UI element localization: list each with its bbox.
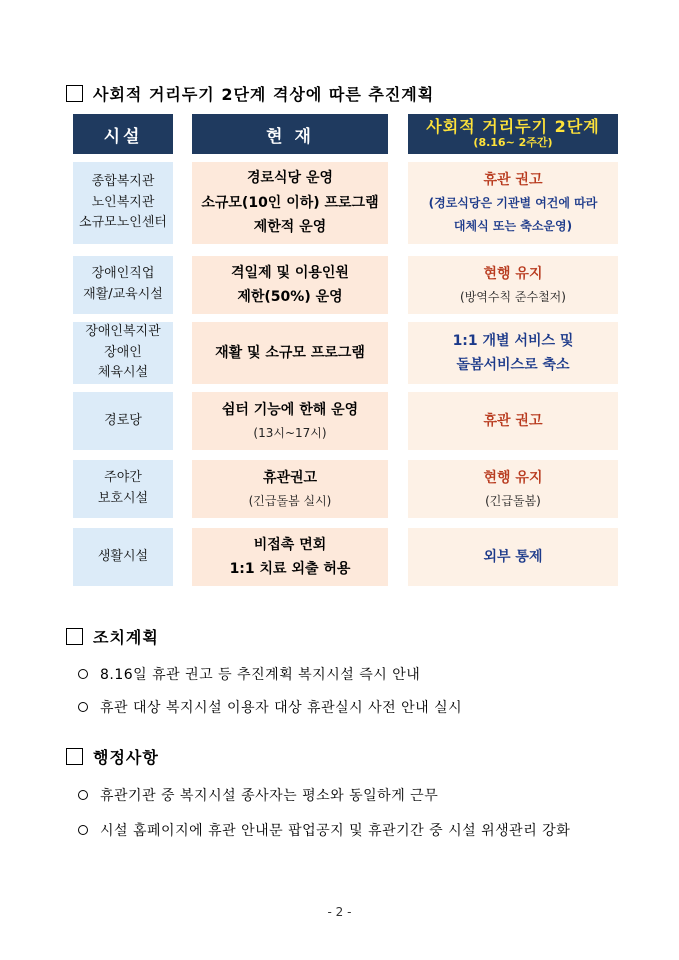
current-cell [192, 322, 388, 384]
admin-section-title: 행정사항 [93, 748, 159, 767]
stage2-cell [408, 528, 618, 586]
current-line: 제한적 운영 [253, 219, 327, 236]
stage2-note: (긴급돌봄) [485, 493, 541, 508]
stage2-note: 대체식 또는 축소운영) [453, 219, 573, 234]
stage2-note: (방역수칙 준수철저) [460, 289, 566, 304]
current-line: 재활 및 소규모 프로그램 [215, 344, 365, 361]
plan-section-title: 사회적 거리두기 2단계 격상에 따른 추진계획 [93, 85, 435, 104]
current-cell [192, 460, 388, 518]
checkbox-square-icon [66, 628, 83, 645]
facility-cell [73, 392, 173, 450]
current-line: 소규모(10인 이하) 프로그램 [201, 194, 379, 211]
header-stage2-title: 사회적 거리두기 2단계 [426, 117, 600, 137]
facility-line: 종합복지관 [91, 173, 155, 189]
stage2-main: 돌봄서비스로 축소 [456, 357, 570, 373]
table-row [73, 256, 618, 314]
facility-cell [73, 256, 173, 314]
list-item [78, 785, 438, 805]
stage2-note: (경로식당은 기관별 여건에 따라 [428, 196, 598, 211]
facility-line: 경로당 [104, 412, 142, 428]
facility-cell [73, 528, 173, 586]
header-stage2 [408, 114, 618, 154]
checkbox-square-icon [66, 748, 83, 765]
facility-cell [73, 460, 173, 518]
stage2-main: 1:1 개별 서비스 및 [452, 332, 574, 349]
facility-cell [73, 322, 173, 384]
facility-line: 장애인 [104, 344, 142, 360]
header-facility: 시설 [73, 114, 173, 154]
circle-bullet-icon [78, 669, 88, 679]
current-line: 쉼터 기능에 한해 운영 [221, 402, 359, 419]
stage2-cell [408, 322, 618, 384]
facility-line: 주야간 [104, 470, 142, 486]
facility-line: 소규모노인센터 [79, 215, 167, 231]
table-row [73, 162, 618, 244]
facility-cell [73, 162, 173, 244]
facility-line: 재활/교육시설 [83, 287, 163, 302]
table-row [73, 528, 618, 586]
action-item-text: 8.16일 휴관 권고 등 추진계획 복지시설 즉시 안내 [100, 667, 421, 683]
current-line: 제한(50%) 운영 [237, 289, 343, 305]
list-item [78, 697, 462, 717]
circle-bullet-icon [78, 702, 88, 712]
current-line: 격일제 및 이용인원 [231, 264, 349, 281]
action-section-heading [66, 625, 159, 648]
stage2-main: 외부 통제 [483, 548, 543, 565]
current-cell [192, 256, 388, 314]
current-note: (13시~17시) [253, 425, 327, 440]
circle-bullet-icon [78, 825, 88, 835]
current-line: 비접촉 면회 [253, 536, 327, 553]
stage2-main: 휴관 권고 [483, 171, 543, 188]
stage2-cell [408, 460, 618, 518]
stage2-main: 휴관 권고 [483, 412, 543, 429]
list-item [78, 820, 570, 840]
stage2-main: 현행 유지 [483, 470, 543, 487]
table-row [73, 460, 618, 518]
plan-section-heading [66, 82, 434, 105]
current-cell [192, 528, 388, 586]
current-note: (긴급돌봄 실시) [248, 493, 332, 508]
table-row [73, 322, 618, 384]
facility-line: 노인복지관 [91, 194, 155, 210]
stage2-cell [408, 256, 618, 314]
stage2-main: 현행 유지 [483, 266, 543, 283]
current-cell [192, 162, 388, 244]
table-header-row [73, 114, 618, 154]
stage2-cell [408, 392, 618, 450]
header-current: 현 재 [192, 114, 388, 154]
current-line: 경로식당 운영 [246, 170, 334, 187]
header-stage2-period: (8.16~ 2주간) [473, 135, 553, 149]
checkbox-square-icon [66, 85, 83, 102]
list-item [78, 664, 420, 684]
plan-table [73, 114, 618, 586]
facility-line: 생활시설 [97, 548, 149, 564]
current-line: 1:1 치료 외출 허용 [229, 561, 351, 577]
facility-line: 장애인복지관 [85, 323, 161, 339]
admin-item-text: 휴관기관 중 복지시설 종사자는 평소와 동일하게 근무 [100, 788, 439, 804]
admin-section-heading [66, 745, 159, 768]
action-section-title: 조치계획 [93, 628, 159, 647]
stage2-cell [408, 162, 618, 244]
admin-item-text: 시설 홈페이지에 휴관 안내문 팝업공지 및 휴관기간 중 시설 위생관리 강화 [100, 823, 571, 839]
page-number: - 2 - [327, 905, 352, 919]
circle-bullet-icon [78, 790, 88, 800]
facility-line: 장애인직업 [91, 266, 155, 282]
facility-line: 보호시설 [97, 491, 149, 506]
current-line: 휴관권고 [262, 470, 318, 487]
current-cell [192, 392, 388, 450]
facility-line: 체육시설 [97, 365, 149, 381]
table-row [73, 392, 618, 450]
action-item-text: 휴관 대상 복지시설 이용자 대상 휴관실시 사전 안내 실시 [100, 700, 463, 716]
